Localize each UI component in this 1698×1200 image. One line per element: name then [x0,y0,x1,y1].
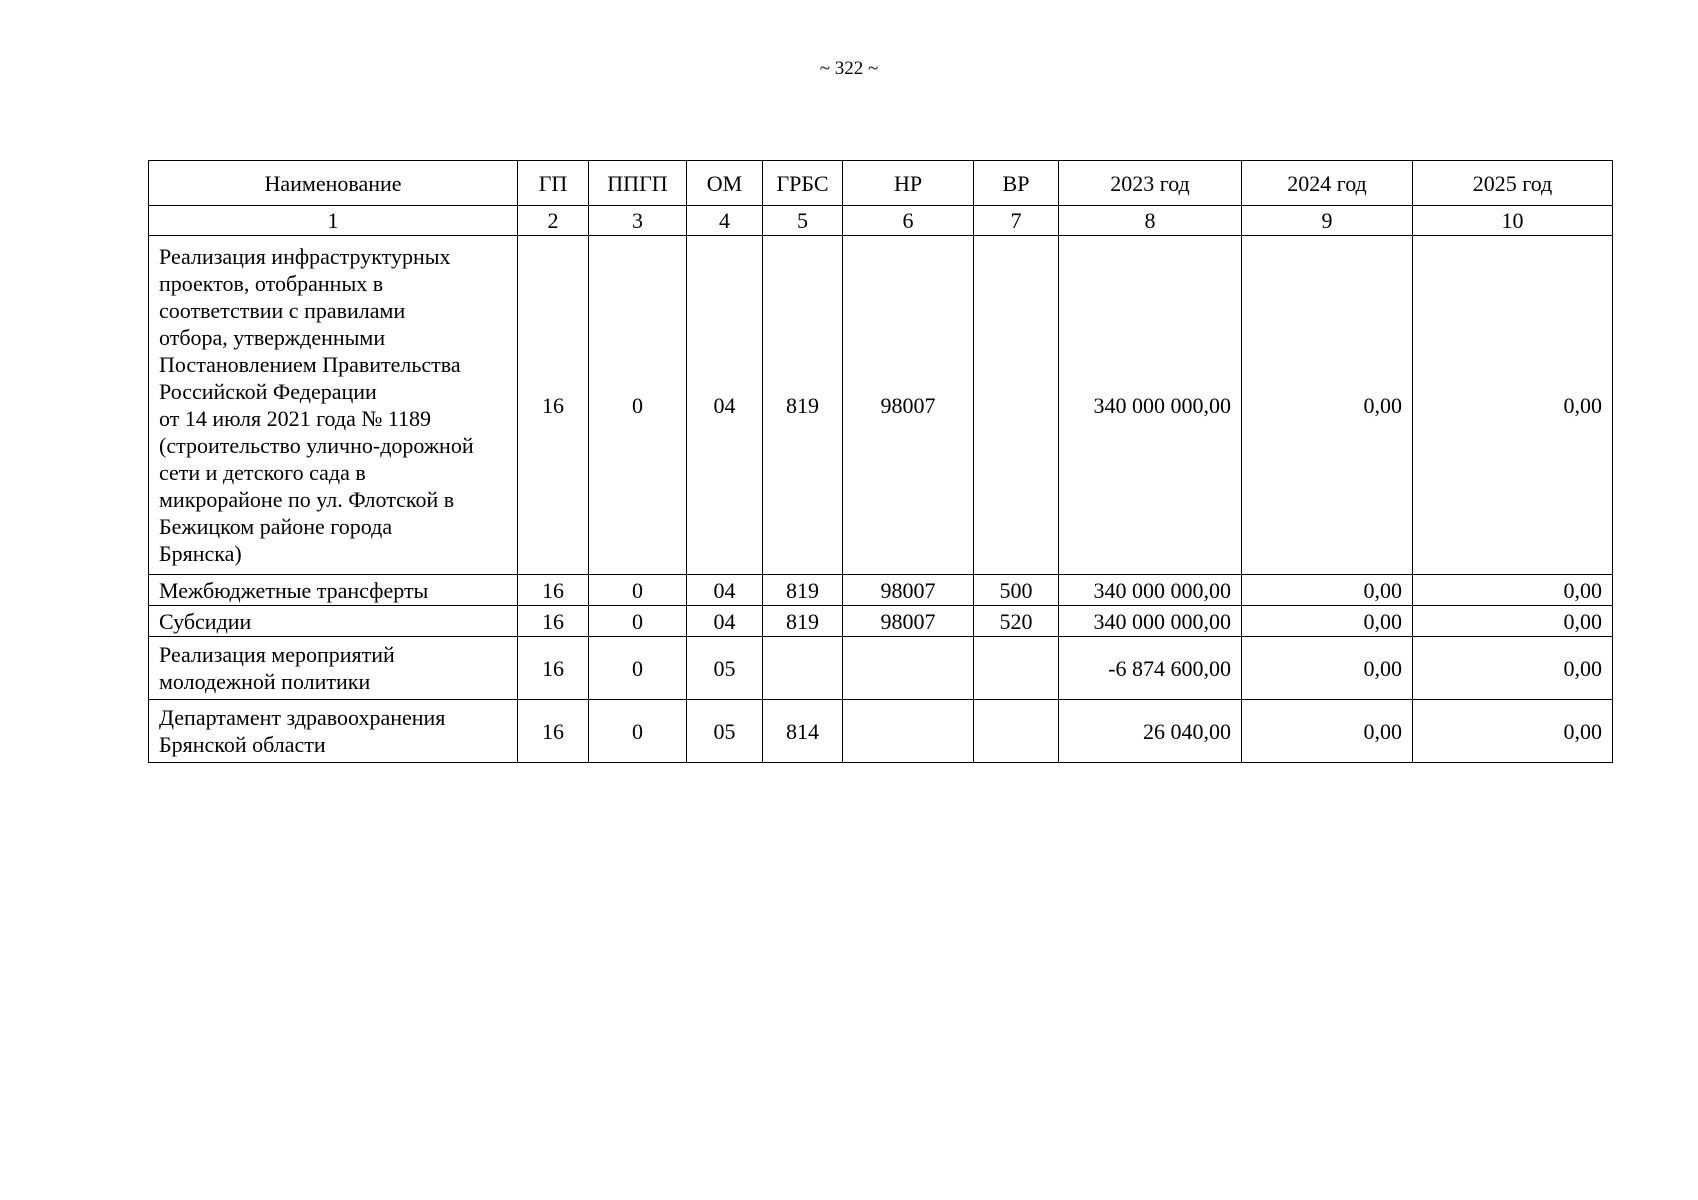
cell-nr [843,637,974,700]
row-name [149,637,518,700]
cell-ppgp: 0 [589,236,687,575]
table-row [149,236,1613,575]
cell-nr: 98007 [843,575,974,606]
name-line: отбора, утвержденными [159,325,386,350]
cell-grbs: 819 [763,236,843,575]
header-name: Наименование [149,161,518,206]
column-number: 6 [843,206,974,236]
row-name [149,700,518,763]
cell-2024: 0,00 [1242,700,1413,763]
column-number: 3 [589,206,687,236]
cell-nr: 98007 [843,236,974,575]
cell-nr: 98007 [843,606,974,637]
cell-om: 05 [687,637,763,700]
cell-2023: 26 040,00 [1059,700,1242,763]
cell-2025: 0,00 [1413,637,1613,700]
cell-om: 04 [687,606,763,637]
cell-2024: 0,00 [1242,637,1413,700]
table-row [149,606,1613,637]
header-2024: 2024 год [1242,161,1413,206]
cell-2023: 340 000 000,00 [1059,236,1242,575]
header-vr: ВР [974,161,1059,206]
row-name: Межбюджетные трансферты [149,575,518,606]
name-line: сети и детского сада в [159,460,366,485]
name-line: молодежной политики [159,669,371,694]
name-line: Реализация мероприятий [159,642,395,667]
cell-ppgp: 0 [589,575,687,606]
cell-ppgp: 0 [589,700,687,763]
name-line: соответствии с правилами [159,298,406,323]
row-name [149,236,518,575]
header-nr: НР [843,161,974,206]
cell-gp: 16 [518,637,589,700]
table-row [149,637,1613,700]
column-number: 7 [974,206,1059,236]
cell-vr: 520 [974,606,1059,637]
name-line: Реализация инфраструктурных [159,244,451,269]
name-line: Брянской области [159,732,326,757]
cell-vr: 500 [974,575,1059,606]
cell-ppgp: 0 [589,606,687,637]
column-number: 2 [518,206,589,236]
header-row [149,161,1613,206]
cell-om: 05 [687,700,763,763]
header-grbs: ГРБС [763,161,843,206]
column-number: 8 [1059,206,1242,236]
cell-2024: 0,00 [1242,606,1413,637]
cell-2024: 0,00 [1242,575,1413,606]
cell-grbs [763,637,843,700]
cell-2023: 340 000 000,00 [1059,575,1242,606]
name-line: Брянска) [159,541,242,566]
cell-2025: 0,00 [1413,700,1613,763]
cell-gp: 16 [518,700,589,763]
cell-grbs: 819 [763,606,843,637]
header-2023: 2023 год [1059,161,1242,206]
column-number: 5 [763,206,843,236]
header-2025: 2025 год [1413,161,1613,206]
table-row [149,575,1613,606]
column-number-row [149,206,1613,236]
column-number: 10 [1413,206,1613,236]
page-number: ~ 322 ~ [819,58,879,79]
table-row [149,700,1613,763]
cell-2025: 0,00 [1413,236,1613,575]
cell-vr [974,236,1059,575]
cell-2025: 0,00 [1413,606,1613,637]
cell-2023: -6 874 600,00 [1059,637,1242,700]
cell-grbs: 819 [763,575,843,606]
column-number: 1 [149,206,518,236]
cell-ppgp: 0 [589,637,687,700]
cell-2024: 0,00 [1242,236,1413,575]
cell-grbs: 814 [763,700,843,763]
cell-gp: 16 [518,575,589,606]
column-number: 9 [1242,206,1413,236]
name-line: проектов, отобранных в [159,271,384,296]
header-om: ОМ [687,161,763,206]
cell-om: 04 [687,236,763,575]
cell-vr [974,637,1059,700]
cell-2023: 340 000 000,00 [1059,606,1242,637]
header-ppgp: ППГП [589,161,687,206]
cell-nr [843,700,974,763]
column-number: 4 [687,206,763,236]
name-line: Бежицком районе города [159,514,393,539]
cell-om: 04 [687,575,763,606]
budget-table [148,160,1613,763]
cell-gp: 16 [518,236,589,575]
cell-vr [974,700,1059,763]
name-line: от 14 июля 2021 года № 1189 [159,406,432,431]
name-line: Департамент здравоохранения [159,705,446,730]
header-gp: ГП [518,161,589,206]
cell-2025: 0,00 [1413,575,1613,606]
name-line: микрорайоне по ул. Флотской в [159,487,455,512]
name-line: Российской Федерации [159,379,377,404]
name-line: Постановлением Правительства [159,352,461,377]
cell-gp: 16 [518,606,589,637]
row-name: Субсидии [149,606,518,637]
name-line: (строительство улично-дорожной [159,433,474,458]
